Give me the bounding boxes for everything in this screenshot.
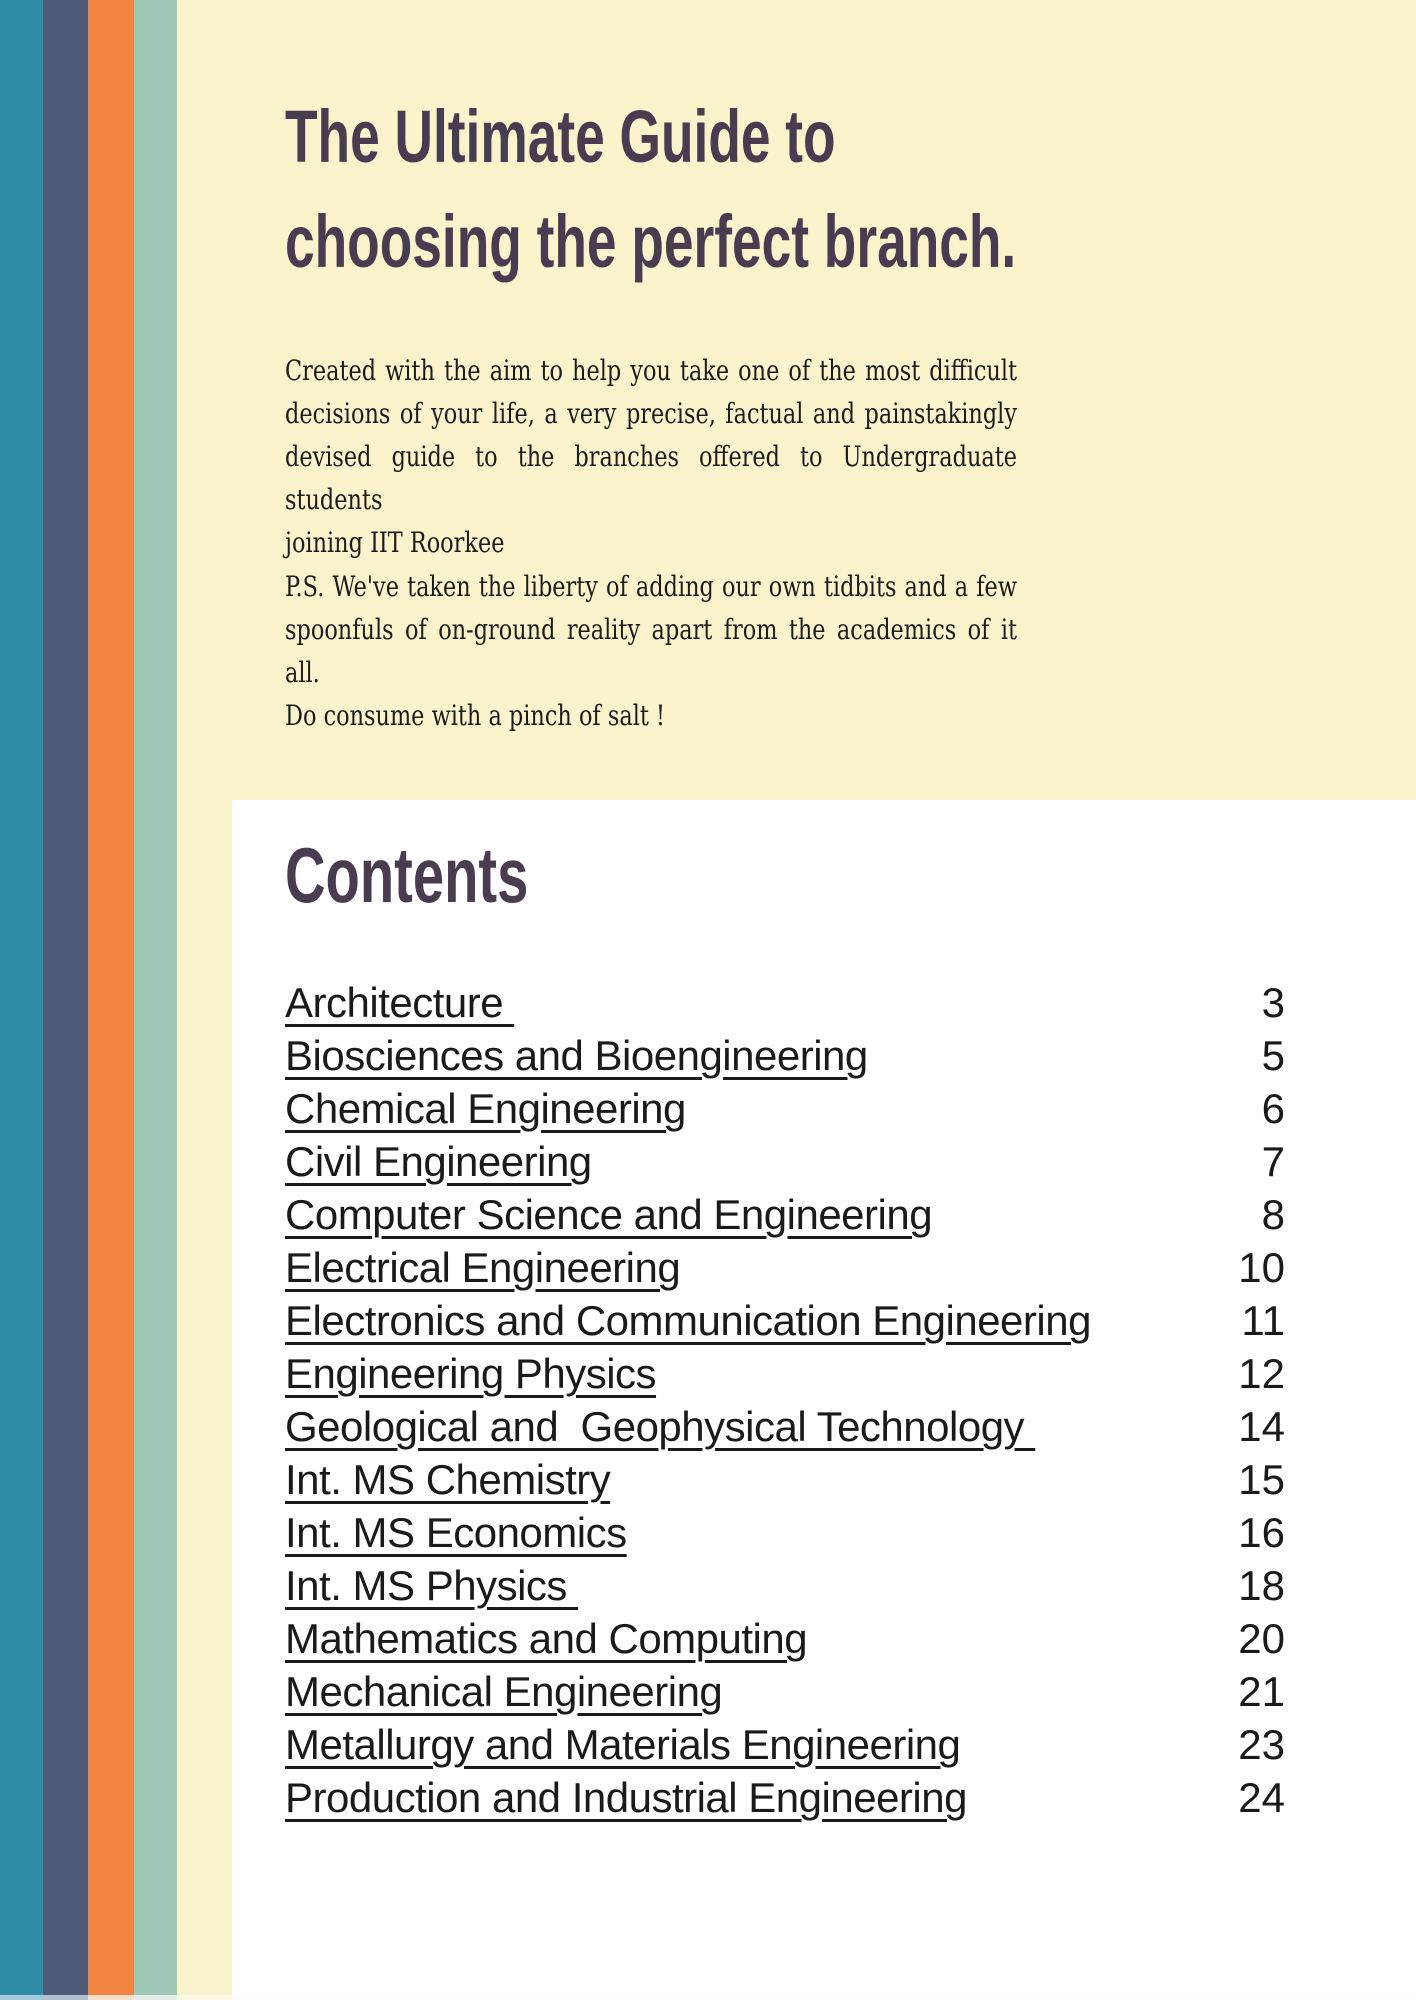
toc-item	[285, 976, 1285, 1029]
toc-item-label[interactable]: Computer Science and Engineering	[285, 1191, 933, 1238]
toc-item-label[interactable]: Int. MS Physics	[285, 1562, 579, 1609]
toc-item-page: 24	[1238, 1774, 1285, 1821]
toc-item	[285, 1135, 1285, 1188]
gap-seg-orange	[88, 1995, 134, 2000]
toc-item-page: 10	[1238, 1244, 1285, 1291]
toc-item-label[interactable]: Civil Engineering	[285, 1138, 592, 1185]
toc-item-page: 12	[1238, 1350, 1285, 1397]
toc-item	[285, 1029, 1285, 1082]
toc-item-label[interactable]: Int. MS Chemistry	[285, 1456, 611, 1503]
toc-item-label[interactable]: Metallurgy and Materials Engineering	[285, 1721, 961, 1768]
toc-item-page: 5	[1261, 1032, 1285, 1079]
page-gap-strip	[0, 1995, 1416, 2000]
toc-item-label[interactable]: Electronics and Communication Engineering	[285, 1297, 1091, 1344]
stripe-rail	[0, 0, 177, 2000]
text-line: Do consume with a pinch of salt !	[285, 699, 665, 732]
text-line: P.S. We've taken the liberty of adding our own tidbits and a few	[285, 570, 1017, 603]
toc-item-page: 16	[1238, 1509, 1285, 1556]
ps-paragraph	[285, 565, 1025, 737]
toc-item-page: 6	[1261, 1085, 1285, 1132]
toc-item-label[interactable]: Mathematics and Computing	[285, 1615, 808, 1662]
toc-item	[285, 1453, 1285, 1506]
table-of-contents	[285, 976, 1285, 1824]
toc-item-page: 7	[1261, 1138, 1285, 1185]
text-line: The Ultimate Guide to	[285, 95, 836, 178]
toc-item-label[interactable]: Electrical Engineering	[285, 1244, 681, 1291]
toc-item-page: 11	[1241, 1297, 1285, 1344]
toc-item-label[interactable]: Architecture	[285, 979, 515, 1026]
toc-item-page: 3	[1261, 979, 1285, 1026]
toc-item	[285, 1718, 1285, 1771]
toc-item	[285, 1612, 1285, 1665]
stripe-slate	[43, 0, 88, 2000]
gap-seg-teal	[0, 1995, 43, 2000]
toc-item-label[interactable]: Biosciences and Bioengineering	[285, 1032, 868, 1079]
toc-item-label[interactable]: Geological and Geophysical Technology	[285, 1403, 1036, 1450]
contents-heading: Contents	[285, 831, 529, 919]
document-title	[285, 84, 1091, 294]
toc-item-label[interactable]: Chemical Engineering	[285, 1085, 686, 1132]
toc-item-page: 8	[1261, 1191, 1285, 1238]
stripe-teal	[0, 0, 43, 2000]
toc-item-label[interactable]: Int. MS Economics	[285, 1509, 627, 1556]
toc-item	[285, 1347, 1285, 1400]
toc-item-label[interactable]: Engineering Physics	[285, 1350, 657, 1397]
text-line: spoonfuls of on-ground reality apart from the academics of it all.	[285, 613, 1025, 689]
stripe-orange	[88, 0, 134, 2000]
toc-item	[285, 1400, 1285, 1453]
toc-item	[285, 1559, 1285, 1612]
toc-item	[285, 1188, 1285, 1241]
toc-item-page: 21	[1238, 1668, 1285, 1715]
text-line: choosing the perfect branch.	[285, 200, 1017, 283]
toc-item-page: 23	[1238, 1721, 1285, 1768]
toc-item	[285, 1506, 1285, 1559]
gap-seg-white	[232, 1995, 1416, 2000]
toc-item	[285, 1241, 1285, 1294]
toc-item	[285, 1665, 1285, 1718]
toc-item	[285, 1294, 1285, 1347]
text-line: devised guide to the branches offered to Undergraduate students	[285, 440, 1025, 516]
gap-seg-cream	[177, 1995, 232, 2000]
toc-item	[285, 1771, 1285, 1824]
toc-item-page: 20	[1238, 1615, 1285, 1662]
intro-paragraph	[285, 349, 1025, 564]
toc-item-page: 18	[1238, 1562, 1285, 1609]
gap-seg-sage	[134, 1995, 177, 2000]
toc-item-label[interactable]: Mechanical Engineering	[285, 1668, 723, 1715]
toc-item-label[interactable]: Production and Industrial Engineering	[285, 1774, 967, 1821]
toc-item-page: 14	[1238, 1403, 1285, 1450]
text-line: Created with the aim to help you take one of the most difficult	[285, 354, 1017, 387]
stripe-sage	[134, 0, 177, 2000]
toc-item	[285, 1082, 1285, 1135]
gap-seg-slate	[43, 1995, 88, 2000]
toc-item-page: 15	[1238, 1456, 1285, 1503]
text-line: decisions of your life, a very precise, factual and painstakingly	[285, 397, 1017, 430]
text-line: joining IIT Roorkee	[285, 526, 505, 559]
